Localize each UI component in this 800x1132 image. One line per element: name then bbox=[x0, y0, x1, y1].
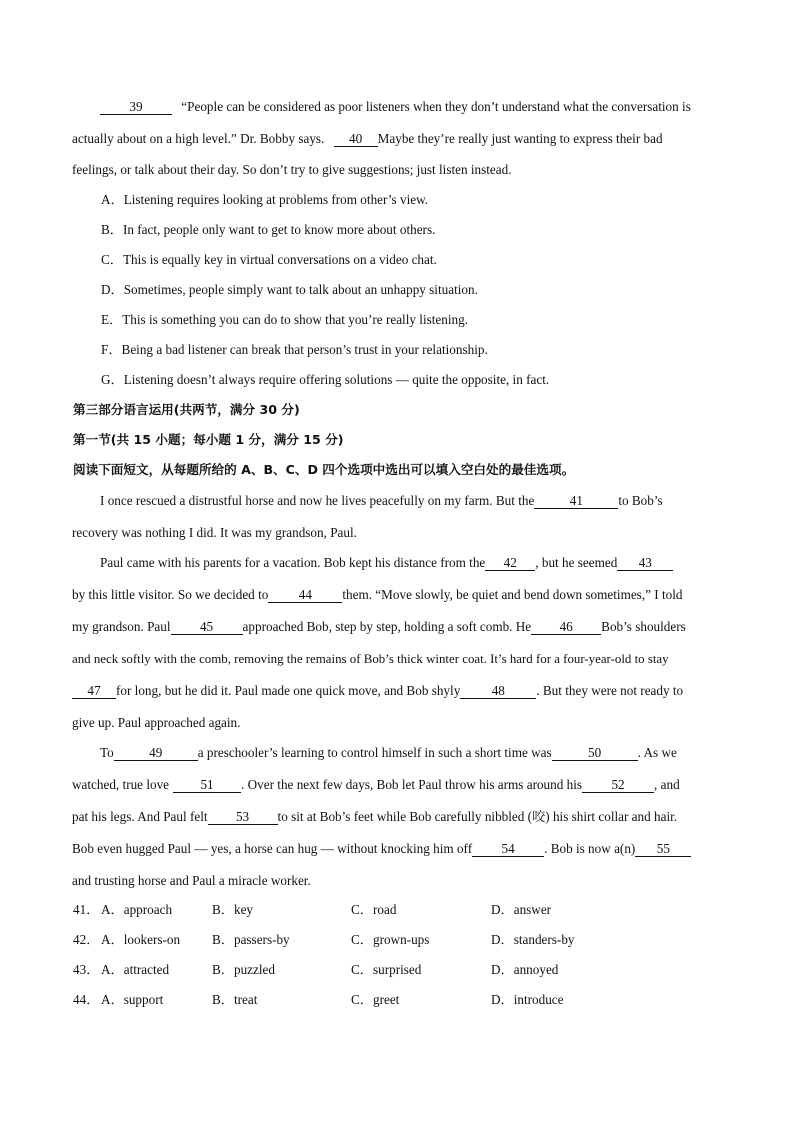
line-text: “People can be considered as poor listeners when they don’t understand what the conversation is bbox=[181, 99, 691, 114]
choice-d: D．introduce bbox=[491, 992, 564, 1007]
line-text: by this little visitor. So we decided to bbox=[72, 587, 269, 602]
line-text: my grandson. Paul bbox=[72, 619, 171, 634]
blank-42: 42 bbox=[485, 555, 535, 571]
blank-49: 49 bbox=[114, 745, 198, 761]
line-text: to sit at Bob’s feet while Bob carefully nibbled (咬) his shirt collar and hair. bbox=[277, 809, 678, 824]
option-c: C．This is equally key in virtual conversations on a video chat. bbox=[101, 252, 437, 267]
line-text: . Bob is now a(n) bbox=[544, 841, 636, 856]
choice-b: B．treat bbox=[212, 992, 258, 1007]
option-d: D．Sometimes, people simply want to talk about an unhappy situation. bbox=[101, 282, 478, 297]
blank-39: 39 bbox=[100, 99, 172, 115]
choice-c: C．surprised bbox=[351, 962, 422, 977]
blank-45: 45 bbox=[171, 619, 243, 635]
blank-44: 44 bbox=[268, 587, 342, 603]
choice-c: C．grown-ups bbox=[351, 932, 430, 947]
blank-55: 55 bbox=[635, 841, 691, 857]
line-text: Paul came with his parents for a vacation. Bob kept his distance from the bbox=[100, 555, 486, 570]
instructions: 阅读下面短文，从每题所给的 A、B、C、D 四个选项中选出可以填入空白处的最佳选项。 bbox=[73, 462, 575, 477]
choice-a: A．lookers-on bbox=[101, 932, 181, 947]
passage-line bbox=[100, 744, 677, 762]
line-text: approached Bob, step by step, holding a soft comb. He bbox=[242, 619, 532, 634]
passage-line bbox=[72, 808, 677, 826]
passage-line: give up. Paul approached again. bbox=[72, 715, 241, 730]
blank-54: 54 bbox=[472, 841, 544, 857]
line-text: actually about on a high level.” Dr. Bobby says. bbox=[72, 131, 325, 146]
question-number: 44． bbox=[73, 992, 100, 1007]
passage-line bbox=[100, 98, 691, 116]
option-f: F．Being a bad listener can break that person’s trust in your relationship. bbox=[101, 342, 488, 357]
line-text: watched, true love bbox=[72, 777, 170, 792]
line-text: a preschooler’s learning to control himself in such a short time was bbox=[197, 745, 552, 760]
blank-47: 47 bbox=[72, 683, 116, 699]
passage-line bbox=[72, 840, 691, 858]
blank-40: 40 bbox=[334, 131, 378, 147]
choice-d: D．answer bbox=[491, 902, 552, 917]
blank-50: 50 bbox=[552, 745, 638, 761]
passage-line bbox=[72, 618, 686, 636]
blank-53: 53 bbox=[208, 809, 278, 825]
passage-line bbox=[72, 130, 663, 148]
line-text: , but he seemed bbox=[535, 555, 618, 570]
line-text: I once rescued a distrustful horse and now he lives peacefully on my farm. But the bbox=[100, 493, 535, 508]
line-text: to Bob’s bbox=[618, 493, 663, 508]
section1-heading: 第一节(共 15 小题；每小题 1 分，满分 15 分) bbox=[73, 432, 344, 447]
option-g: G．Listening doesn’t always require offering solutions — quite the opposite, in fact. bbox=[101, 372, 550, 387]
question-number: 43． bbox=[73, 962, 100, 977]
passage-line bbox=[72, 682, 683, 700]
passage-line bbox=[72, 776, 680, 794]
blank-46: 46 bbox=[531, 619, 601, 635]
line-text: pat his legs. And Paul felt bbox=[72, 809, 208, 824]
passage-line: feelings, or talk about their day. So don’t try to give suggestions; just listen instead. bbox=[72, 162, 512, 177]
choice-a: A．support bbox=[101, 992, 164, 1007]
choice-a: A．attracted bbox=[101, 962, 170, 977]
passage-line: recovery was nothing I did. It was my grandson, Paul. bbox=[72, 525, 357, 540]
choice-a: A．approach bbox=[101, 902, 173, 917]
passage-line bbox=[100, 554, 673, 572]
question-number: 41． bbox=[73, 902, 100, 917]
blank-52: 52 bbox=[582, 777, 654, 793]
line-text: . As we bbox=[637, 745, 677, 760]
option-b: B．In fact, people only want to get to know more about others. bbox=[101, 222, 436, 237]
line-text: Maybe they’re really just wanting to express their bad bbox=[377, 131, 663, 146]
question-number: 42． bbox=[73, 932, 100, 947]
passage-line: and trusting horse and Paul a miracle worker. bbox=[72, 873, 311, 888]
choice-d: D．annoyed bbox=[491, 962, 559, 977]
line-text: , and bbox=[654, 777, 680, 792]
blank-41: 41 bbox=[534, 493, 618, 509]
blank-48: 48 bbox=[460, 683, 536, 699]
option-a: A．Listening requires looking at problems from other’s view. bbox=[101, 192, 429, 207]
choice-b: B．passers-by bbox=[212, 932, 290, 947]
line-text: them. “Move slowly, be quiet and bend down sometimes,” I told bbox=[342, 587, 683, 602]
line-text: To bbox=[100, 745, 114, 760]
line-text: for long, but he did it. Paul made one quick move, and Bob shyly bbox=[116, 683, 461, 698]
choice-b: B．puzzled bbox=[212, 962, 275, 977]
line-text: . But they were not ready to bbox=[536, 683, 684, 698]
option-e: E．This is something you can do to show that you’re really listening. bbox=[101, 312, 468, 327]
part3-heading: 第三部分语言运用(共两节，满分 30 分) bbox=[73, 402, 300, 417]
line-text: Bob’s shoulders bbox=[601, 619, 686, 634]
line-text: Bob even hugged Paul — yes, a horse can hug — without knocking him off bbox=[72, 841, 473, 856]
passage-line bbox=[100, 492, 663, 510]
choice-b: B．key bbox=[212, 902, 254, 917]
choice-c: C．road bbox=[351, 902, 397, 917]
blank-43: 43 bbox=[617, 555, 673, 571]
passage-line bbox=[72, 586, 682, 604]
blank-51: 51 bbox=[173, 777, 241, 793]
line-text: . Over the next few days, Bob let Paul throw his arms around his bbox=[241, 777, 583, 792]
passage-line: and neck softly with the comb, removing the remains of Bob’s thick winter coat. It’s hard for a four-year-old to stay bbox=[72, 652, 669, 666]
choice-c: C．greet bbox=[351, 992, 400, 1007]
choice-d: D．standers-by bbox=[491, 932, 575, 947]
